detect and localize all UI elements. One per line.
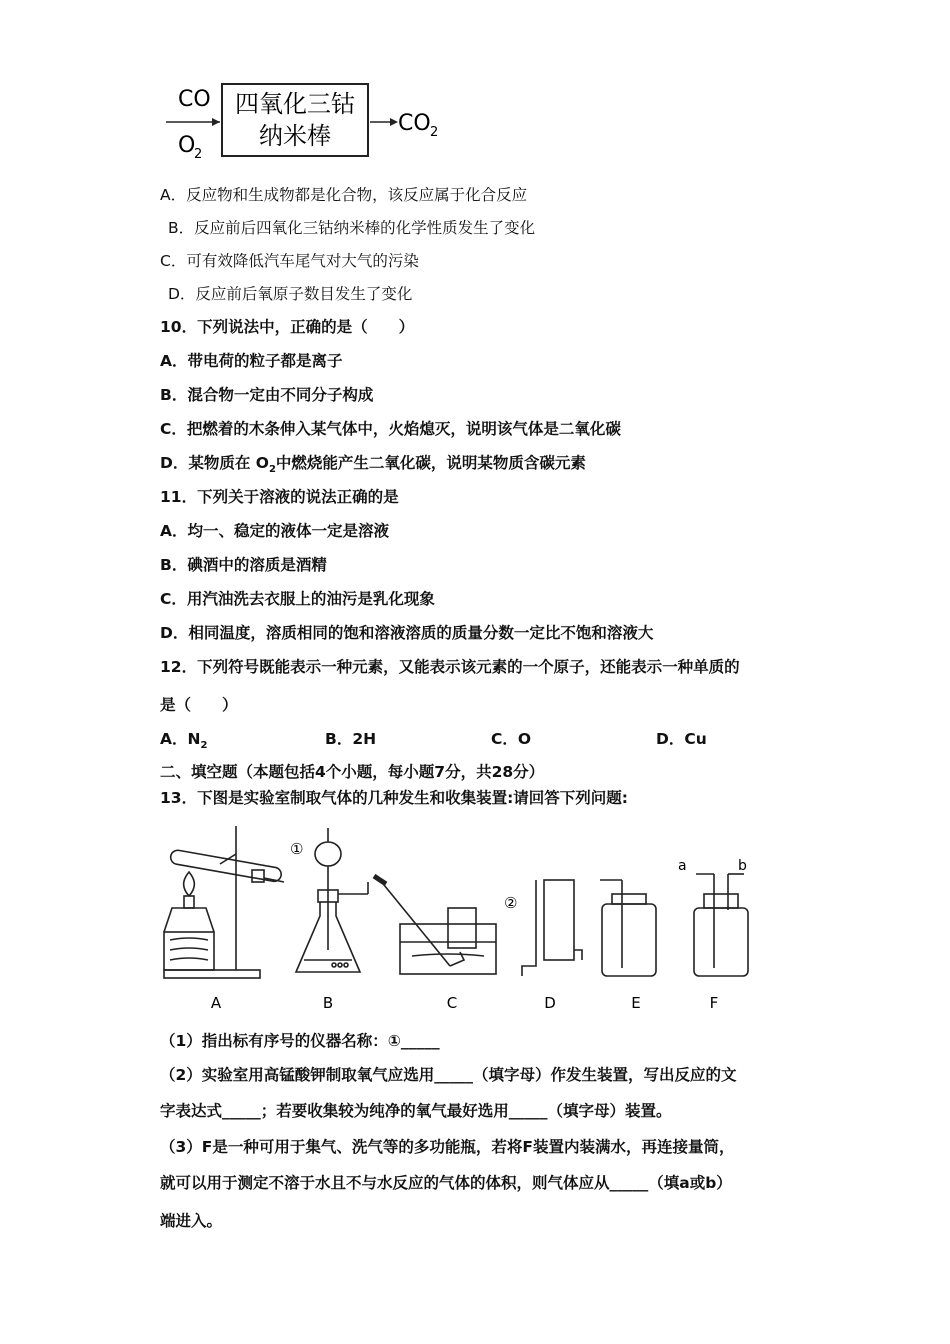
apparatus-label-e: E (631, 994, 641, 1012)
apparatus-label-f: F (709, 994, 719, 1012)
q12-option-a-subscript: 2 (200, 740, 208, 752)
apparatus-b (296, 828, 368, 972)
q13-sub2-line-2: 字表达式_____；若要收集较为纯净的氧气最好选用_____（填字母）装置。 (160, 1102, 672, 1120)
apparatus-d (522, 880, 582, 976)
apparatus-f (694, 874, 748, 976)
q11-option-d: D．相同温度，溶质相同的饱和溶液溶质的质量分数一定比不饱和溶液大 (160, 624, 654, 642)
q11-option-a: A．均一、稳定的液体一定是溶液 (160, 522, 389, 540)
q12-option-a-text: A．N (160, 730, 201, 748)
port-b-label: b (738, 858, 747, 874)
reactant-co: CO (178, 87, 211, 112)
product-co2-subscript: 2 (430, 125, 439, 140)
q13-sub1: （1）指出标有序号的仪器名称：①_____ (160, 1032, 440, 1050)
catalyst-label-line-1: 四氧化三钴 (235, 90, 355, 118)
port-a-label: a (678, 858, 687, 874)
q9-option-d: D．反应前后氧原子数目发生了变化 (168, 285, 413, 303)
q10-option-d (160, 453, 586, 480)
q12-option-d: D．Cu (656, 730, 707, 748)
q12-stem-line-2: 是（ ） (160, 696, 238, 714)
q13-sub2-line-1: （2）实验室用高锰酸钾制取氧气应选用_____（填字母）作发生装置，写出反应的文 (160, 1066, 737, 1084)
apparatus-label-b: B (322, 994, 334, 1012)
section-two-heading: 二、填空题（本题包括4个小题，每小题7分，共28分） (160, 763, 545, 781)
q10-option-c: C．把燃着的木条伸入某气体中，火焰熄灭，说明该气体是二氧化碳 (160, 420, 621, 438)
q11-option-b: B．碘酒中的溶质是酒精 (160, 556, 327, 574)
q10-option-b: B．混合物一定由不同分子构成 (160, 386, 374, 404)
q12-option-b: B．2H (325, 730, 377, 748)
reactant-o2-subscript: 2 (194, 147, 203, 162)
apparatus-graphic (150, 820, 770, 1020)
apparatus-label-c: C (446, 994, 458, 1012)
product-co2: CO (398, 111, 431, 136)
apparatus-e (600, 880, 656, 976)
q12-option-c: C．O (491, 730, 532, 748)
q9-option-b: B．反应前后四氧化三钴纳米棒的化学性质发生了变化 (168, 219, 536, 237)
q13-sub3-line-2: 就可以用于测定不溶于水且不与水反应的气体的体积，则气体应从_____（填a或b） (160, 1174, 732, 1192)
reaction-diagram-graphic (160, 78, 460, 168)
q10-option-d-suffix: 中燃烧能产生二氧化碳，说明某物质含碳元素 (275, 454, 586, 472)
apparatus-figure (150, 820, 770, 1020)
catalyst-label-line-2: 纳米棒 (259, 122, 331, 150)
q11-option-c: C．用汽油洗去衣服上的油污是乳化现象 (160, 590, 435, 608)
q10-option-a: A．带电荷的粒子都是离子 (160, 352, 343, 370)
marker-1: ① (290, 840, 304, 858)
q9-option-c: C．可有效降低汽车尾气对大气的污染 (160, 252, 419, 270)
q13-sub3-line-1: （3）F是一种可用于集气、洗气等的多功能瓶，若将F装置内装满水，再连接量筒， (160, 1138, 735, 1156)
q13-stem: 13．下图是实验室制取气体的几种发生和收集装置:请回答下列问题: (160, 789, 628, 807)
apparatus-label-d: D (544, 994, 556, 1012)
reactant-o2: O (178, 133, 196, 158)
input-arrow-head (212, 118, 220, 126)
apparatus-label-a: A (210, 994, 222, 1012)
q10-stem: 10．下列说法中，正确的是（ ） (160, 318, 415, 336)
reaction-diagram (160, 78, 460, 168)
q9-option-a: A．反应物和生成物都是化合物，该反应属于化合反应 (160, 186, 528, 204)
apparatus-c (374, 876, 496, 974)
q11-stem: 11．下列关于溶液的说法正确的是 (160, 488, 399, 506)
marker-2: ② (504, 894, 518, 912)
q10-option-d-prefix: D．某物质在 O (160, 454, 269, 472)
apparatus-a (164, 826, 284, 978)
output-arrow-head (390, 118, 398, 126)
q13-sub3-line-3: 端进入。 (160, 1212, 223, 1230)
q10-option-d-subscript: 2 (268, 464, 276, 476)
q12-stem-line-1: 12．下列符号既能表示一种元素，又能表示该元素的一个原子，还能表示一种单质的 (160, 658, 740, 676)
q12-option-a (160, 729, 207, 756)
